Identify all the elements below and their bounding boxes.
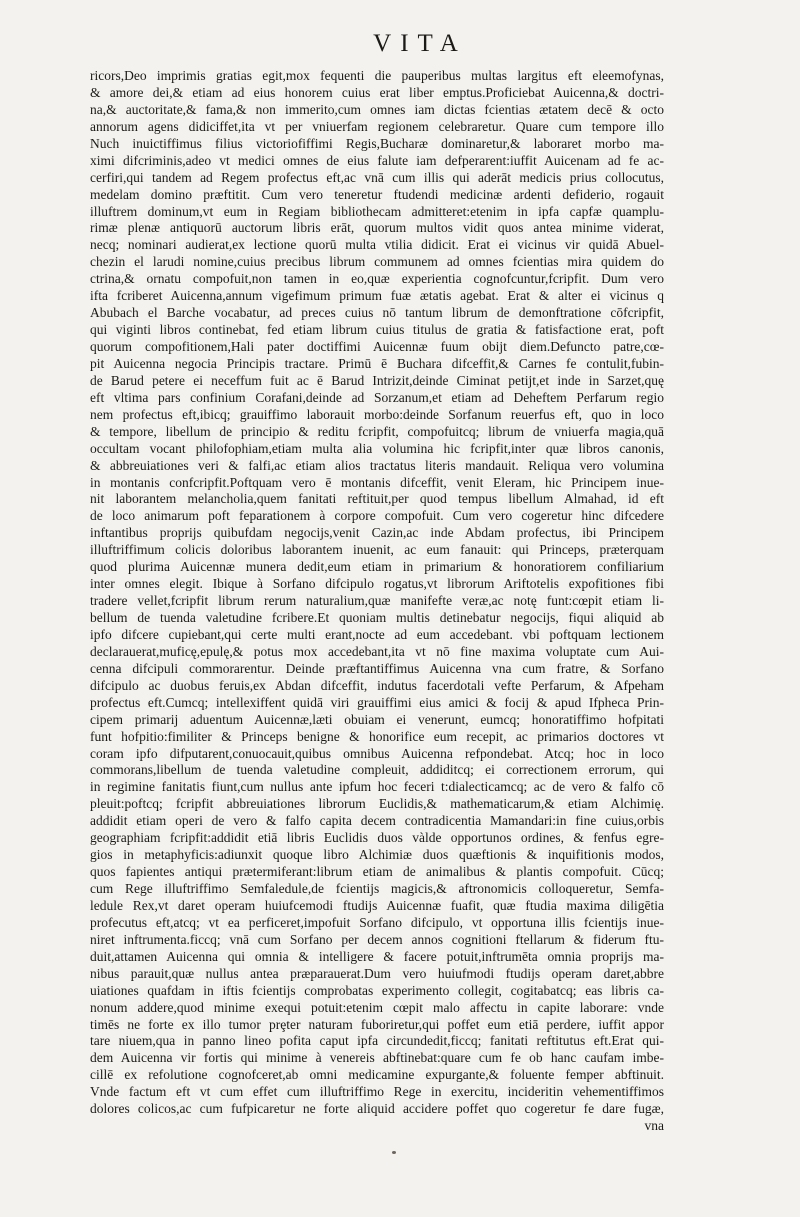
- text-line: quos fapientes antiqui prætermiferant:librum etiam de animalibus & plantis compofuit. Cūcq;: [90, 864, 664, 880]
- text-line: chezin el larudi nomine,cuius precibus librum communem ad omnes fcientias mira quidem do: [90, 254, 664, 270]
- text-line: ctrina,& ornatu compofuit,non tamen in eo,quæ experientia cognofcuntur,fcripfit. Dum vero: [90, 271, 664, 287]
- text-line: geographiam fcripfit:addidit etiā libris Euclidis duos vàlde opportunos ordines, & fenfus egre-: [90, 830, 664, 846]
- text-line: addidit etiam operi de vero & falfo capita decem contradicentia Mamandari:in fine cuius,orbis: [90, 813, 664, 829]
- text-line: duit,attamen Auicenna qui omnia & intelligere & facere potuit,inftrumēta omnia proprijs ma-: [90, 948, 664, 964]
- text-line: difcipulo ac duobus feruis,ex Abdan difceffit, indutus facerdotali vefte Perfarum, & Afpeham: [90, 677, 664, 693]
- text-line: commorans,libellum de tuenda valetudine compleuit, addiditcq; ei correctionem errorum, qui: [90, 762, 664, 778]
- text-line: in montanis confcripfit.Poftquam vero ē montanis difceffit, venit Eleram, hic Principem inue-: [90, 474, 664, 490]
- text-line: de Barud petere ei neceffum fuit ac ē Barud Intrizit,deinde Ciminat petijt,et inde in Sarzet,quę: [90, 372, 664, 388]
- text-line: occultam vocant philofophiam,etiam multa alia volumina hic fcripfit,inter quæ libros canonis,: [90, 440, 664, 456]
- text-line: profecutus eft,atcq; vt ea perficeret,impofuit Sorfano difcipulo, vt opportuna illis fcientijs inue-: [90, 914, 664, 930]
- text-line: nonum addere,quod minime exequi potuit:etenim cœpit malo affectu in capite laborare: vnde: [90, 999, 664, 1015]
- text-line: uiationes quafdam in iftis fcientijs comprobatas experimento collegit, cogitabatcq; eas libris ca-: [90, 982, 664, 998]
- text-line: cenna difcipuli commorarentur. Deinde præftantiffimus Auicenna vna cum fratre, & Sorfano: [90, 660, 664, 676]
- text-line: & amore dei,& etiam ad eius honorem cuius erat liber emptus.Proficiebat Auicenna,& doctri-: [90, 84, 664, 100]
- text-line: nibus parauit,quæ nullus antea præparauerat.Dum vero huiufmodi ftudijs operam daret,abbre: [90, 965, 664, 981]
- text-line: tradere vellet,fcripfit librum rerum naturalium,quæ manifefte veræ,ac notę funt:cœpit etiam li-: [90, 593, 664, 609]
- text-line: illuftriffimum colicis doloribus laborantem inuenit, ac eum fanauit: qui Princeps, præterquam: [90, 542, 664, 558]
- text-line: medelam domino præftitit. Cum vero teneretur ftudendi medicinæ ardenti defiderio, rogauit: [90, 186, 664, 202]
- catchword: vna: [644, 1118, 664, 1134]
- text-line: na,& auctoritate,& fama,& non immerito,cum omnes iam dictas fcientias ætatem decē & octo: [90, 101, 664, 117]
- text-line: ricors,Deo imprimis gratias egit,mox fequenti die pauperibus multas largitus eft eleemofynas,: [90, 68, 664, 83]
- text-line: profectus eft.Cumcq; intellexiffent quidā viri grauiffimi eius amici & focij & apud Ifpheca Prin-: [90, 694, 664, 710]
- text-line: illuftrem dominum,vt eum in Regiam bibliothecam admitteret:etenim in ipfa capfæ quamplu-: [90, 203, 664, 219]
- text-line: Vnde factum eft vt cum effet cum illuftriffimo Rege in exercitu, incideritin vehementiffimos: [90, 1084, 664, 1100]
- text-line: cillē ex refolutione cognofceret,ab omni medicamine expurgante,& foluente femper abftinuit.: [90, 1067, 664, 1083]
- running-head: VITA: [373, 30, 467, 57]
- text-line: timēs ne forte ex illo tumor prȩter naturam fuboriretur,qui poffet eum etiā perdere, iuffit appor: [90, 1016, 664, 1032]
- text-line: & tempore, libellum de principio & reditu fcripfit, compofuitcq; librum de vniuerfa magia,quā: [90, 423, 664, 439]
- ink-speck: [392, 1151, 396, 1154]
- text-line: nit laborantem melancholia,quem fanitati reftituit,per quod tempus libellum Almahad, id eft: [90, 491, 664, 507]
- text-line: dolores colicos,ac cum fufpicaretur ne forte aliquid accidere poffet quo cogeretur fe dare fugæ,: [90, 1101, 664, 1117]
- text-line: ifta fcriberet Auicenna,annum vigefimum primum fuæ ætatis agebat. Erat & alter ei vicinus q: [90, 288, 664, 304]
- text-line: qui viginti libros continebat, fed etiam librum cuius titulus de gratia & fatisfactione erat, poft: [90, 322, 664, 338]
- text-line: bellum de tuenda valetudine fcribere.Et quoniam multis detinebatur negocijs, fiqui aliquid ab: [90, 610, 664, 625]
- text-line: ipfo difcere cupiebant,qui certe multi erant,nocte ad eum accedebant. vbi poftquam lectionem: [90, 626, 664, 642]
- text-line: de loco animarum poft feparationem à corpore compofuit. Cum vero cogeretur hinc difcedere: [90, 508, 664, 524]
- body-text: [90, 68, 664, 1135]
- text-line: coram ipfo difputarent,conuocauit,quibus omnibus Auicenna refpondebat. Atcq; hoc in loco: [90, 745, 664, 761]
- text-line: cipem primarij aduentum Auicennæ,læti obuiam ei venerunt, eumcq; honoratiffimo hofpitati: [90, 711, 664, 727]
- text-line: eft vltima pars confinium Corafani,deinde ad Sorzanum,et etiam ad Deheftem Perfarum regio: [90, 389, 664, 405]
- text-line: dem Auicenna vir fortis qui minime à venereis abftinebat:quare cum fe ob hanc caufam imbe-: [90, 1050, 664, 1066]
- text-line: inter omnes elegit. Ibique à Sorfano difcipulo rogatus,vt librorum Ariftotelis expofitiones fibi: [90, 576, 664, 592]
- text-line: Nuch inuictiffimus filius victoriofiffimi Regis,Bucharæ dominaretur,& laboraret morbo ma-: [90, 135, 664, 151]
- text-line: ximi difcriminis,adeo vt medici omnes de eius falute iam defperarent:iuffit Auicenam ad fe ac-: [90, 152, 664, 168]
- text-line: cerfiri,qui tandem ad Regem profectus eft,ac vnā cum illis qui aderāt medicis prius collocutus,: [90, 169, 664, 185]
- text-line: quorum compofitionem,Hali pater doctiffimi Auicennæ fuum obijt diem.Defuncto patre,cœ-: [90, 339, 664, 354]
- text-line: gios in metaphyficis:adiunxit quoque libro Alchimiæ duos quæftionis & inquifitionis modos,: [90, 847, 664, 863]
- text-line: pit Auicenna negocia Principis tractare. Primū ē Buchara difceffit,& Carnes fe contulit,fubin-: [90, 355, 664, 371]
- text-line: nem profectus eft,ibicq; grauiffimo laborauit morbo:deinde Sorfanum reuerfus eft, quo in loco: [90, 406, 664, 422]
- text-line: in regimine fanitatis fiunt,cum nullus ante ipfum hoc feceri t:dialecticamcq; ac de vero & falfo cō: [90, 779, 664, 795]
- text-line: niret inftrumenta.ficcq; vnā cum Sorfano per decem annos cognitioni ftellarum & fiderum ftu-: [90, 931, 664, 947]
- text-line: inftantibus proprijs quibufdam negocijs,venit Cazin,ac inde Abdam profectus, ibi Principem: [90, 525, 664, 541]
- text-line: quod plurima Auicennæ munera dedit,eum etiam in primarium & honoratiorem confiliarium: [90, 559, 664, 575]
- text-line: pleuit:poftcq; fcripfit abbreuiationes librorum Euclidis,& mathematicarum,& etiam Alchimię.: [90, 796, 664, 812]
- text-line: Abubach el Barche vocabatur, ad preces cuius nō tantum librum de demonftratione cōfcripfit,: [90, 305, 664, 321]
- text-line: cum Rege illuftriffimo Semfaledule,de fcientijs magicis,& aftronomicis colloqueretur, Semfa-: [90, 881, 664, 896]
- text-line: funt hofpitio:fimiliter & Princeps benigne & honorifice eum recepit, ac primarios doctores vt: [90, 728, 664, 744]
- text-line: ledule Rex,vt daret operam huiufcemodi ftudijs Auicennæ fuafit, quæ ftudia maxima diligētia: [90, 897, 664, 913]
- text-line: annorum agens didiciffet,ita vt per vniuerfam regionem celebraretur. Quare cum tempore illo: [90, 118, 664, 134]
- text-line: necq; nominari audierat,ex lectione quorū multa vtilia didicit. Erat ei vicinus vir quidā Abuel-: [90, 237, 664, 253]
- text-line: tare niuem,qua in panno lineo pofita caput ipfa circundedit,ficcq; fanitati reftitutus eft.Erat qui-: [90, 1033, 664, 1049]
- text-line: & abbreuiationes veri & falfi,ac etiam alios tractatus literis mandauit. Reliqua vero volumina: [90, 457, 664, 473]
- text-line: rimæ plenæ antiquorū auctorum libris erāt, quorum multos vidit quos antea minime viderat,: [90, 220, 664, 236]
- text-line: declarauerat,muficę,epulę,& potus mox accedebant,ita vt nō fine maxima voluptate cum Aui-: [90, 643, 664, 659]
